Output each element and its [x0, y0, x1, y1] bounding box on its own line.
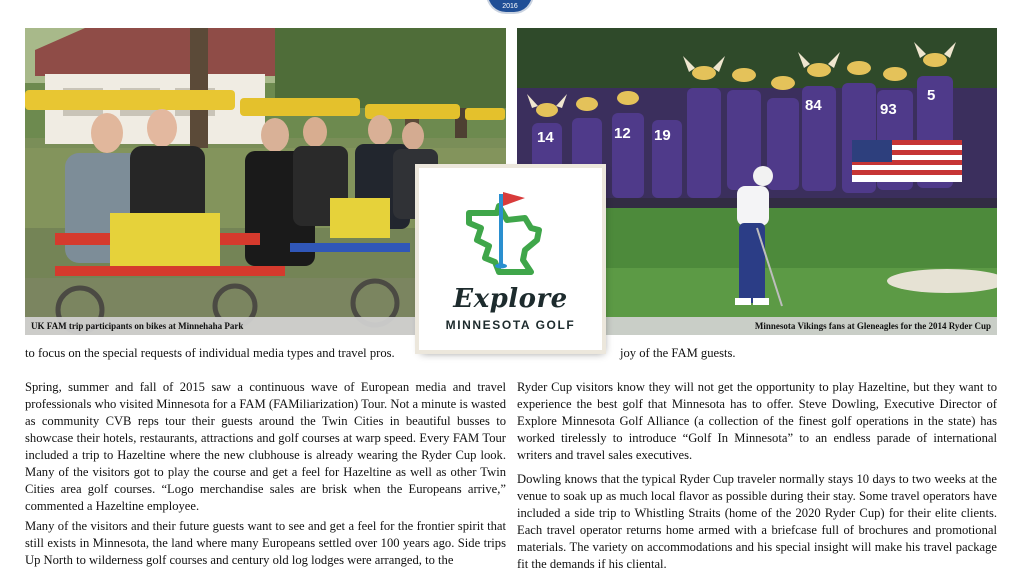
- left-top-line: to focus on the special requests of individual media types and travel pros.: [25, 346, 395, 360]
- right-paragraph-1: Ryder Cup visitors know they will not get the opportunity to play Hazeltine, but they want to experience the best golf that Minnesota has to offer. Steve Dowling, Executive Director of Explore Minnesota Golf Alliance (a collection of the finest golf operations in the state) has worked tirelessly to introduce “Golf In Minnesota” to an endless parade of international writers and travel sales executives.: [517, 380, 997, 462]
- right-top-line: joy of the FAM guests.: [620, 346, 736, 360]
- left-paragraph-2: Many of the visitors and their future guests want to see and get a feel for the frontier spirit that still exists in Minnesota, the land where many Europeans settled over 100 years ago. Side trips Up North to wilderness golf courses and century old log lodges were arranged, to the: [25, 519, 506, 567]
- badge-year: 2016: [502, 3, 518, 10]
- right-paragraph-2: Dowling knows that the typical Ryder Cup traveler normally stays 10 days to two weeks at the venue to soak up as much local flavor as possible during their stay. Some travel operators have included a side trip to Whistling Straits (home of the 2020 Ryder Cup) for their elite clients. Each travel operator returns home armed with a briefcase full of brochures and promotional materials. The variety on accommodations and his special insight will make his travel package fit the demands if his cliental.: [517, 472, 997, 571]
- jersey-number: 19: [654, 127, 671, 144]
- minnesota-golf-emblem: [419, 168, 602, 288]
- left-photo-caption: UK FAM trip participants on bikes at Minnehaha Park: [25, 317, 506, 335]
- jersey-number: 5: [927, 87, 936, 104]
- jersey-number: 12: [614, 125, 631, 142]
- explore-minnesota-golf-logo: [419, 168, 602, 350]
- left-paragraph-1: Spring, summer and fall of 2015 saw a continuous wave of European media and travel professionals who visited Minnesota for a FAM (FAMiliarization) Tour. Not a minute is wasted as community CVB reps tour their guests around the Twin Cities in beautiful busses to showcase their hotels, restaurants, attractions and golf courses at warp speed. Every FAM Tour included a trip to Hazeltine where the new clubhouse is already wearing the Ryder Cup look. Many of the visitors got to play the course and get a feel for Hazeltine as well as other Twin Cities area golf courses. “Logo merchandise sales are brisk when the Europeans arrive,” commented a Hazeltine employee.: [25, 380, 506, 513]
- jersey-number: 93: [880, 101, 897, 118]
- ryder-cup-badge: [486, 0, 534, 14]
- jersey-number: 84: [805, 97, 822, 114]
- logo-subtitle: MINNESOTA GOLF: [445, 318, 576, 332]
- right-photo-caption: Minnesota Vikings fans at Gleneagles for the 2014 Ryder Cup: [517, 317, 997, 335]
- jersey-number: 14: [537, 129, 554, 146]
- logo-wordmark: Explore: [453, 284, 568, 314]
